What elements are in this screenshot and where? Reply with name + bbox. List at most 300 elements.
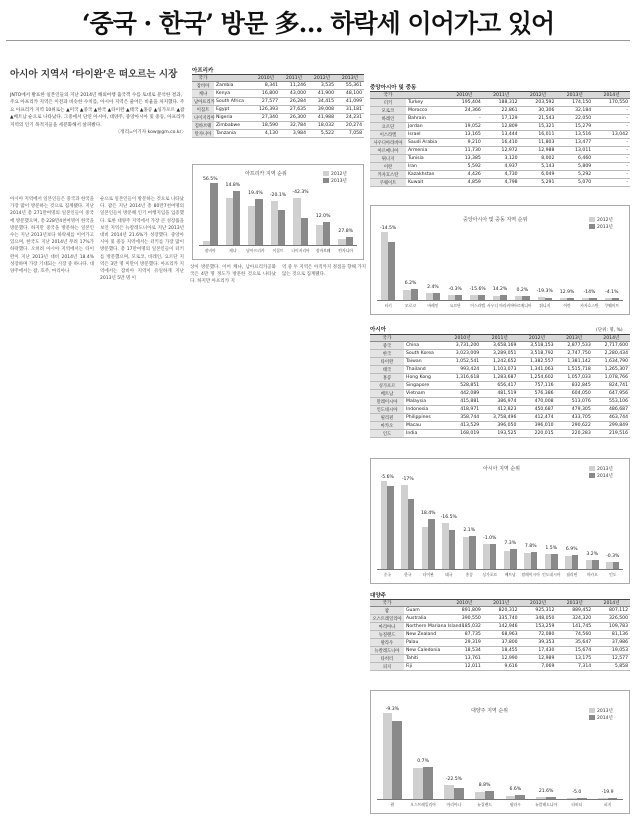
country-ko-cell: 태국: [370, 366, 404, 374]
value-cell: 11,803: [520, 139, 557, 147]
bar-series-1: [524, 553, 531, 569]
value-cell: 1,103,073: [481, 366, 518, 374]
value-cell: 185,032: [446, 623, 483, 631]
bar-series-2: [545, 298, 552, 300]
country-en-cell: Philippines: [404, 414, 444, 422]
mideast-chart: [370, 205, 630, 315]
category-label: 필리핀: [566, 572, 578, 577]
bar-series-2: [323, 222, 330, 245]
value-cell: 26,284: [280, 98, 308, 106]
table-row: [370, 639, 630, 647]
bar-series-1: [560, 298, 567, 300]
value-cell: 39,008: [308, 106, 336, 114]
bar-series-2: [522, 296, 529, 300]
value-cell: 12,990: [483, 655, 520, 663]
value-cell: 55,361: [336, 82, 364, 90]
category-label: 아르메니아: [513, 303, 532, 308]
column-header: [214, 75, 252, 82]
change-label: 1.5%: [545, 546, 558, 552]
change-label: 6.6%: [509, 787, 522, 793]
country-ko-cell: 카자흐스탄: [370, 171, 406, 179]
value-cell: 418,971: [444, 406, 481, 414]
value-cell: -: [593, 107, 630, 115]
value-cell: 481,519: [481, 390, 518, 398]
value-cell: 757,116: [518, 382, 555, 390]
country-en-cell: Guam: [404, 607, 446, 615]
bar-series-2: [608, 798, 618, 799]
change-label: -15.6%: [469, 286, 486, 292]
table-row: [370, 655, 630, 663]
change-label: 0.7%: [417, 759, 429, 765]
bar-series-1: [426, 293, 433, 300]
country-ko-cell: 싱가포르: [370, 382, 404, 390]
table-row: [370, 615, 630, 623]
value-cell: 31,181: [336, 106, 364, 114]
bar-series-1: [536, 797, 546, 799]
change-label: 2.1%: [463, 528, 476, 533]
value-cell: 5,522: [308, 130, 336, 138]
value-cell: 13,175: [556, 655, 593, 663]
asia-unit: (단위: 명, %): [596, 328, 623, 333]
value-cell: 4,859: [446, 179, 483, 187]
legend-label: 2012년: [331, 171, 347, 177]
country-ko-cell: 이란: [370, 163, 406, 171]
bar-series-1: [515, 296, 522, 300]
value-cell: 1,078,766: [593, 374, 630, 382]
country-en-cell: Tahiti: [404, 655, 446, 663]
value-cell: 13,011: [556, 147, 593, 155]
bar-series-1: [271, 201, 278, 245]
legend-swatch: [323, 178, 329, 183]
table-header-row: [370, 92, 630, 99]
value-cell: 4,937: [483, 163, 520, 171]
bar-series-1: [442, 523, 449, 569]
bar-series-1: [483, 544, 490, 569]
country-ko-cell: 요르단: [370, 123, 406, 131]
table-row: [370, 631, 630, 639]
value-cell: 15,674: [556, 647, 593, 655]
value-cell: 3,023,009: [444, 350, 481, 358]
category-label: 쿠웨이트: [604, 303, 620, 308]
country-en-cell: Kuwait: [406, 179, 446, 187]
legend-label: 2013년: [597, 466, 613, 472]
x-axis: [377, 300, 623, 301]
value-cell: 153,259: [520, 623, 557, 631]
value-cell: 15,321: [520, 123, 557, 131]
value-cell: 1,634,790: [593, 358, 630, 366]
legend-entry: [323, 177, 347, 184]
value-cell: 195,404: [446, 99, 483, 107]
column-header: 국가: [370, 600, 404, 607]
column-header: [406, 92, 446, 99]
value-cell: 18,590: [252, 122, 280, 130]
column-header: 국가: [370, 335, 404, 342]
change-label: -42.3%: [292, 189, 309, 195]
value-cell: 16,011: [520, 131, 557, 139]
change-label: 12.0%: [315, 214, 331, 220]
category-label: 모로코: [405, 303, 417, 308]
value-cell: 87,735: [446, 631, 483, 639]
country-en-cell: Tanzania: [214, 130, 252, 138]
value-cell: 1,254,602: [518, 374, 555, 382]
legend-swatch: [323, 171, 329, 176]
value-cell: 11,730: [446, 147, 483, 155]
country-ko-cell: 탄자니아: [192, 130, 214, 138]
column-header: 2011년: [481, 335, 518, 342]
legend-label: 2014년: [597, 715, 613, 721]
value-cell: 832,845: [556, 382, 593, 390]
value-cell: 5,292: [556, 171, 593, 179]
country-en-cell: Zambia: [214, 82, 252, 90]
change-label: 6.9%: [565, 546, 578, 552]
value-cell: -: [593, 139, 630, 147]
category-label: 짐바브웨: [315, 248, 331, 253]
country-en-cell: Singapore: [404, 382, 444, 390]
bar-series-1: [605, 298, 612, 300]
column-header: 2010년: [444, 335, 481, 342]
value-cell: 7,058: [336, 130, 364, 138]
value-cell: 12,011: [446, 663, 483, 671]
category-label: 잠비아: [204, 248, 216, 253]
bar-series-2: [408, 499, 415, 569]
value-cell: 170,550: [593, 99, 630, 107]
value-cell: 824,741: [593, 382, 630, 390]
value-cell: 12,809: [483, 123, 520, 131]
bar-series-1: [545, 554, 552, 569]
value-cell: 412,823: [481, 406, 518, 414]
change-label: -0.3%: [606, 554, 620, 560]
change-label: -17%: [401, 476, 414, 482]
value-cell: 413,529: [444, 422, 481, 430]
chart-title: 중앙아시아 및 중동 지역 순위: [463, 217, 528, 223]
change-label: -19.9: [601, 790, 614, 795]
change-label: 27.8%: [338, 229, 353, 235]
country-ko-cell: 사우디아라비아: [370, 139, 406, 147]
country-en-cell: Kenya: [214, 90, 252, 98]
value-cell: 1,283,687: [481, 374, 518, 382]
category-label: 터키: [384, 303, 392, 308]
bar-series-1: [598, 798, 608, 799]
country-ko-cell: 팔라우: [370, 639, 404, 647]
country-ko-cell: 인도: [370, 430, 404, 438]
category-label: 중국: [383, 572, 391, 577]
value-cell: 48,100: [336, 90, 364, 98]
bar-series-1: [538, 297, 545, 300]
table-header-row: [192, 75, 364, 82]
value-cell: 19,052: [446, 123, 483, 131]
country-ko-cell: 타이완: [370, 358, 404, 366]
africa-table: [192, 74, 364, 138]
value-cell: 335,740: [483, 615, 520, 623]
category-label: 마리아나: [446, 802, 462, 807]
column-header: 2014년: [593, 92, 630, 99]
country-ko-cell: 한국: [370, 350, 404, 358]
country-en-cell: Taiwan: [404, 358, 444, 366]
bar-series-2: [612, 298, 619, 300]
body-column-4: 역 중 두 지역은 아직까지 정점을 향해 가지 않는 것으로 집계됐다.: [282, 265, 366, 278]
value-cell: 891,809: [446, 607, 483, 615]
change-label: -9.3%: [385, 707, 400, 712]
change-label: 3.2%: [586, 551, 599, 557]
change-label: 19.4%: [248, 190, 263, 196]
column-header: 2012년: [518, 335, 555, 342]
value-cell: -: [593, 163, 630, 171]
value-cell: 22,050: [556, 115, 593, 123]
value-cell: 109,783: [593, 623, 630, 631]
legend-entry: [589, 472, 613, 479]
value-cell: 358,744: [444, 414, 481, 422]
value-cell: 9,616: [483, 663, 520, 671]
bar-series-1: [470, 295, 477, 300]
column-header: 국가: [192, 75, 214, 82]
value-cell: 528,851: [444, 382, 481, 390]
country-ko-cell: 남아프리카: [194, 99, 215, 105]
legend-entry: [589, 714, 613, 721]
table-row: [370, 398, 630, 406]
mideast-table: [370, 91, 630, 187]
value-cell: 32,784: [280, 122, 308, 130]
country-ko-cell: 나이지리아: [194, 115, 215, 121]
country-ko-cell: 베트남: [370, 390, 404, 398]
legend-entry: [589, 223, 613, 230]
legend-label: 2013년: [597, 224, 613, 230]
value-cell: 220,015: [518, 430, 555, 438]
value-cell: 647,956: [593, 390, 630, 398]
value-cell: 35,647: [556, 639, 593, 647]
value-cell: -: [593, 179, 630, 187]
country-en-cell: Bahrain: [406, 115, 446, 123]
bar-series-1: [506, 796, 516, 799]
bar-series-2: [233, 191, 240, 245]
bar-series-2: [592, 560, 599, 569]
value-cell: 415,881: [444, 398, 481, 406]
country-en-cell: New Caledonia: [404, 647, 446, 655]
column-header: 2013년: [556, 335, 593, 342]
column-header: 2014년: [593, 600, 630, 607]
chart-legend: [589, 707, 613, 721]
value-cell: 5,858: [593, 663, 630, 671]
change-label: 14.2%: [492, 287, 508, 293]
value-cell: 396,050: [481, 422, 518, 430]
table-row: [370, 131, 630, 139]
country-en-cell: Malaysia: [404, 398, 444, 406]
legend-label: 2013년: [331, 178, 347, 184]
value-cell: 3,658,169: [481, 342, 518, 350]
legend-swatch: [589, 466, 595, 471]
category-label: 이란: [563, 303, 571, 308]
bar-series-2: [387, 486, 394, 569]
asia-table: [370, 334, 630, 438]
value-cell: 4,798: [483, 179, 520, 187]
table-row: [370, 382, 630, 390]
country-en-cell: Israel: [406, 131, 446, 139]
country-ko-cell: 필리핀: [370, 414, 404, 422]
chart-legend: [589, 216, 613, 230]
value-cell: 8,002: [520, 155, 557, 163]
bar-series-1: [403, 290, 410, 300]
legend-label: 2012년: [597, 217, 613, 223]
value-cell: 220,283: [556, 430, 593, 438]
chart-title: 아프리카 지역 순위: [245, 171, 287, 177]
country-en-cell: Iran: [406, 163, 446, 171]
value-cell: 30,306: [520, 107, 557, 115]
value-cell: 9,210: [446, 139, 483, 147]
value-cell: 450,687: [518, 406, 555, 414]
value-cell: 24,366: [446, 107, 483, 115]
country-ko-cell: 케냐: [192, 90, 214, 98]
category-label: 한국: [404, 572, 412, 577]
table-row: [192, 106, 364, 114]
value-cell: 16,410: [483, 139, 520, 147]
byline: 〈정리=이기자 kow@gm.co.kr〉: [115, 130, 186, 136]
value-cell: 72,080: [520, 631, 557, 639]
value-cell: -: [446, 115, 483, 123]
value-cell: 19,053: [593, 647, 630, 655]
value-cell: 18,534: [446, 647, 483, 655]
value-cell: 4,426: [446, 171, 483, 179]
value-cell: 486,687: [593, 406, 630, 414]
country-ko-cell: 말레이시아: [370, 398, 404, 406]
table-row: [370, 607, 630, 615]
country-en-cell: Armenia: [406, 147, 446, 155]
bar-series-1: [381, 232, 388, 300]
table-row: [370, 414, 630, 422]
value-cell: 2,747,750: [556, 350, 593, 358]
value-cell: 348,050: [520, 615, 557, 623]
value-cell: 81,136: [593, 631, 630, 639]
chart-legend: [589, 465, 613, 479]
value-cell: 4,130: [252, 130, 280, 138]
value-cell: -: [593, 115, 630, 123]
value-cell: 12,988: [520, 147, 557, 155]
country-en-cell: Vietnam: [404, 390, 444, 398]
value-cell: 17,129: [483, 115, 520, 123]
value-cell: 12,577: [593, 655, 630, 663]
bar-series-1: [493, 296, 500, 300]
value-cell: 34,415: [308, 98, 336, 106]
country-en-cell: Thailand: [404, 366, 444, 374]
table-row: [370, 99, 630, 107]
bar-series-2: [531, 552, 538, 569]
value-cell: 5,809: [556, 163, 593, 171]
value-cell: 13,477: [556, 139, 593, 147]
value-cell: 3,518,153: [518, 342, 555, 350]
column-header: 2012년: [520, 600, 557, 607]
subtitle: 아시아 지역서 ‘타이완’은 떠오르는 시장: [10, 69, 178, 80]
value-cell: 37,800: [483, 639, 520, 647]
category-label: 이집트: [272, 248, 284, 253]
bar-series-2: [500, 295, 507, 300]
legend-swatch: [589, 217, 595, 222]
bar-series-2: [454, 788, 464, 799]
table-row: [370, 147, 630, 155]
bar-series-2: [572, 555, 579, 569]
value-cell: 13,444: [483, 131, 520, 139]
category-label: 홍콩: [465, 572, 473, 577]
table-row: [370, 179, 630, 187]
bar-series-2: [210, 183, 217, 245]
country-ko-cell: 짐바브웨: [192, 122, 214, 130]
country-en-cell: Saudi Arabia: [406, 139, 446, 147]
value-cell: 24,231: [336, 114, 364, 122]
country-en-cell: Fiji: [404, 663, 446, 671]
value-cell: 386,974: [481, 398, 518, 406]
country-en-cell: Turkey: [406, 99, 446, 107]
value-cell: 6,460: [556, 155, 593, 163]
value-cell: 12,989: [520, 655, 557, 663]
column-header: 2013년: [556, 600, 593, 607]
category-label: 타히티: [571, 802, 583, 807]
country-ko-cell: 뉴칼레도니아: [370, 647, 404, 655]
country-ko-cell: 마리아나: [370, 623, 404, 631]
value-cell: 74,560: [556, 631, 593, 639]
value-cell: 1,052,541: [444, 358, 481, 366]
bar-series-1: [565, 556, 572, 569]
category-label: 베트남: [504, 572, 516, 577]
bar-series-1: [203, 241, 210, 245]
category-label: 오스트레일리아: [410, 802, 436, 807]
category-label: 싱가포르: [482, 572, 498, 577]
table-row: [192, 98, 364, 106]
bar-series-2: [346, 237, 353, 245]
change-label: 21.6%: [538, 789, 554, 795]
value-cell: 299,849: [593, 422, 630, 430]
country-en-cell: Egypt: [214, 106, 252, 114]
table-row: [370, 171, 630, 179]
country-en-cell: Jordan: [406, 123, 446, 131]
value-cell: 2,877,533: [556, 342, 593, 350]
category-label: 피지: [603, 802, 612, 807]
value-cell: 20,274: [336, 122, 364, 130]
table-row: [370, 350, 630, 358]
change-label: 18.4%: [420, 511, 436, 516]
headline: ‘중국 · 한국’ 방문 多… 하락세 이어가고 있어: [81, 9, 555, 38]
category-label: 타이완: [422, 572, 434, 577]
value-cell: 463,744: [593, 414, 630, 422]
table-row: [370, 647, 630, 655]
bar-series-1: [338, 239, 345, 245]
change-label: 8.8%: [478, 783, 491, 789]
change-label: 14.8%: [225, 183, 241, 189]
category-label: 튀니지: [539, 303, 551, 308]
headline-rule: [6, 40, 630, 41]
value-cell: 41,900: [308, 90, 336, 98]
value-cell: 396,010: [518, 422, 555, 430]
value-cell: 41,988: [308, 114, 336, 122]
lead-text: JNTO에서 발표한 일본인들의 지난 2014년 해외여행 출국객 수를 토대로 분석한 결과, 주요 아프리카 지역은 이전과 비슷한 수치를, 아시아 지역은 줄어든 비율을 차지했다. 주요 아프리카 지역 10위로는 ▲미국 ▲중국 ▲한국 ▲타이완 ▲태국 ▲홍콩 ▲싱가포르 ▲괌 ▲베트남 순으로 나타났다. 그중에서 단연 아시아, 대양주, 중앙아시아 및 중동, 아프리카 지역의 인기 목적지들을 세분화해서 살펴봤다.: [10, 93, 185, 128]
country-ko-cell: 이집트: [192, 106, 214, 114]
bar-series-2: [613, 562, 620, 569]
table-row: [370, 390, 630, 398]
bar-series-1: [401, 485, 408, 569]
country-ko-cell: 오스트레일리아: [370, 615, 404, 623]
category-label: 뉴질랜드: [477, 802, 492, 807]
bar-series-2: [433, 293, 440, 300]
country-ko-cell: 터키: [370, 99, 406, 107]
bar-series-1: [316, 225, 323, 245]
bar-series-1: [586, 560, 593, 569]
change-label: 12.9%: [559, 290, 575, 296]
bar-series-1: [463, 537, 470, 569]
table-header-row: [370, 600, 630, 607]
bar-series-1: [567, 798, 577, 799]
country-en-cell: South Africa: [214, 98, 252, 106]
legend-entry: [589, 216, 613, 223]
table-row: [370, 123, 630, 131]
table-row: [370, 406, 630, 414]
category-label: 요르단: [449, 303, 461, 308]
country-en-cell: Tunisia: [406, 155, 446, 163]
